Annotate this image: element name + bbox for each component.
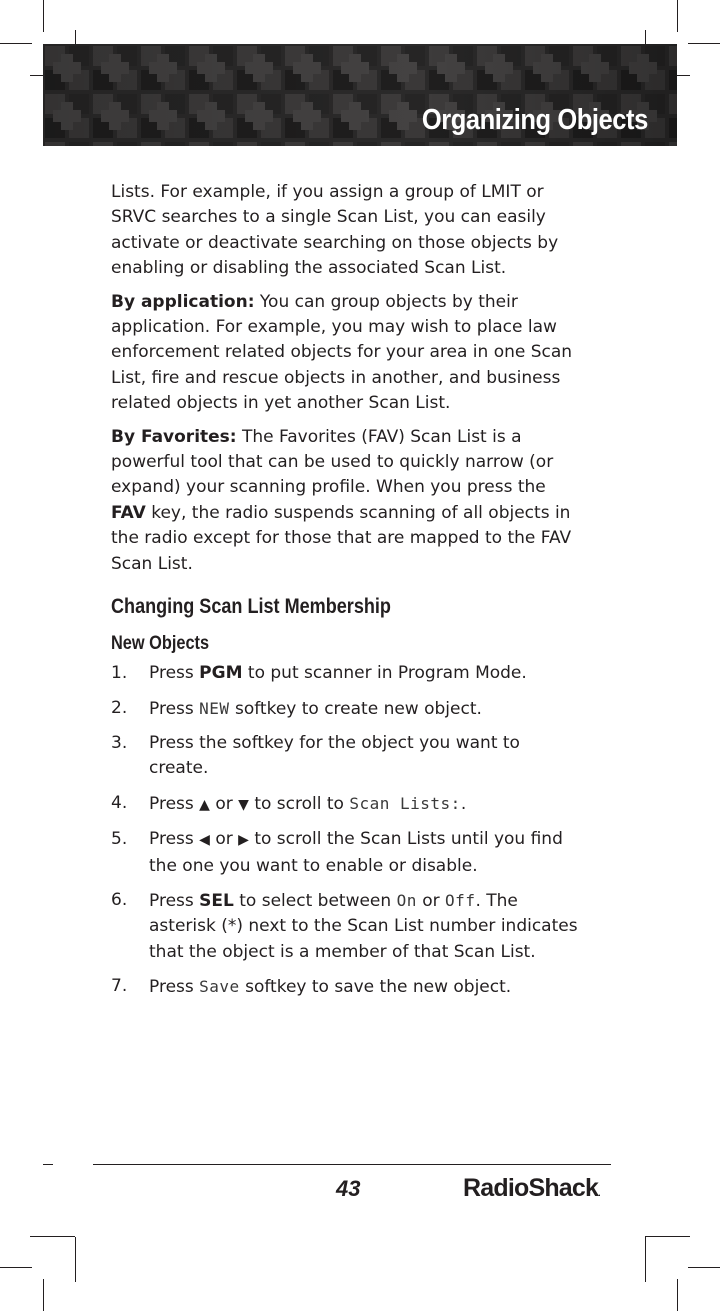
step-number: 5. — [111, 829, 128, 850]
step-item — [111, 791, 581, 818]
crop-mark — [43, 0, 44, 32]
step-text: or — [416, 890, 446, 911]
step-item — [111, 696, 581, 722]
up-arrow-icon: ▲ — [199, 796, 210, 813]
step-text: Press the softkey for the object you want to create. — [149, 732, 520, 779]
step-text: softkey to create new object. — [229, 698, 482, 719]
step-text: or — [209, 829, 239, 850]
crop-mark — [0, 1267, 32, 1268]
crop-mark — [30, 1236, 75, 1237]
step-text: Press — [149, 977, 200, 998]
sel-key: SEL — [199, 890, 234, 911]
step-item — [111, 974, 581, 1000]
by-favorites-paragraph — [111, 425, 581, 577]
step-item — [111, 731, 581, 782]
step-item — [111, 827, 581, 879]
steps-list — [111, 661, 581, 1000]
save-softkey: Save — [199, 977, 240, 997]
off-display: Off — [445, 890, 476, 910]
step-number: 1. — [111, 663, 128, 684]
section-heading: Changing Scan List Membership — [111, 595, 391, 619]
crop-mark — [43, 1164, 53, 1165]
crop-mark — [677, 0, 678, 32]
crop-mark — [645, 1236, 690, 1237]
down-arrow-icon: ▼ — [238, 796, 249, 813]
step-text: Press — [149, 793, 200, 814]
by-favorites-text: The Favorites (FAV) Scan List is a powerful tool that can be used to quickly narrow (or expand) your scanning profile. When you press the — [111, 426, 554, 498]
brand-logo — [463, 1174, 601, 1203]
step-number: 2. — [111, 697, 128, 718]
step-text: softkey to save the new object. — [239, 977, 512, 998]
step-number: 7. — [111, 976, 128, 997]
by-favorites-text-end: key, the radio suspends scanning of all objects in the radio except for those that are mapped to the FAV Scan List. — [111, 502, 572, 574]
right-arrow-icon: ▶ — [238, 832, 249, 849]
page-title: Organizing Objects — [421, 104, 648, 136]
left-arrow-icon: ◀ — [199, 832, 210, 849]
step-number: 3. — [111, 732, 128, 753]
scan-lists-display: Scan Lists: — [349, 793, 461, 813]
crop-mark — [645, 1237, 646, 1282]
by-application-paragraph — [111, 290, 581, 417]
crop-mark — [75, 1237, 76, 1282]
step-text: to scroll to — [248, 793, 350, 814]
intro-paragraph — [111, 180, 581, 282]
crop-mark — [688, 1267, 720, 1268]
new-softkey: NEW — [199, 698, 230, 718]
fav-key: FAV — [111, 502, 146, 523]
subsection-heading: New Objects — [111, 633, 210, 655]
step-text: Press — [149, 663, 200, 684]
by-favorites-label: By Favorites: — [111, 426, 237, 447]
step-item — [111, 661, 581, 686]
step-text: to scroll the Scan Lists until you find the one you want to enable or disable. — [149, 829, 563, 876]
crop-mark — [677, 1279, 678, 1311]
page-number: 43 — [336, 1176, 361, 1201]
step-text: or — [209, 793, 239, 814]
main-content — [111, 180, 581, 1010]
step-number: 4. — [111, 792, 128, 813]
step-number: 6. — [111, 889, 128, 910]
step-text: to put scanner in Program Mode. — [242, 663, 527, 684]
step-text: to select between — [233, 890, 397, 911]
intro-text: Lists. For example, if you assign a group of LMIT or SRVC searches to a single Scan List, you can easily activate or deactivate searching on those objects by enabling or disabling the associated Scan List. — [111, 182, 559, 279]
footer-divider — [93, 1164, 611, 1165]
step-text: Press — [149, 698, 200, 719]
step-item — [111, 888, 581, 965]
brand-mark: . — [598, 1188, 601, 1198]
by-application-label: By application: — [111, 291, 255, 312]
step-text: Press — [149, 890, 200, 911]
step-text: Press — [149, 829, 200, 850]
on-display: On — [396, 890, 417, 910]
step-text: . The asterisk (*) next to the Scan List number indicates that the object is a member of that Scan List. — [149, 890, 578, 962]
by-application-text: You can group objects by their application. For example, you may wish to place law enforcement related objects for your area in one Scan List, fire and rescue objects in another, and business related objects in yet another Scan List. — [111, 291, 573, 414]
pgm-key: PGM — [199, 663, 243, 684]
crop-mark — [688, 43, 720, 44]
crop-mark — [43, 1279, 44, 1311]
step-text: . — [460, 793, 467, 814]
brand-name: RadioShack — [463, 1174, 599, 1202]
crop-mark — [0, 43, 32, 44]
